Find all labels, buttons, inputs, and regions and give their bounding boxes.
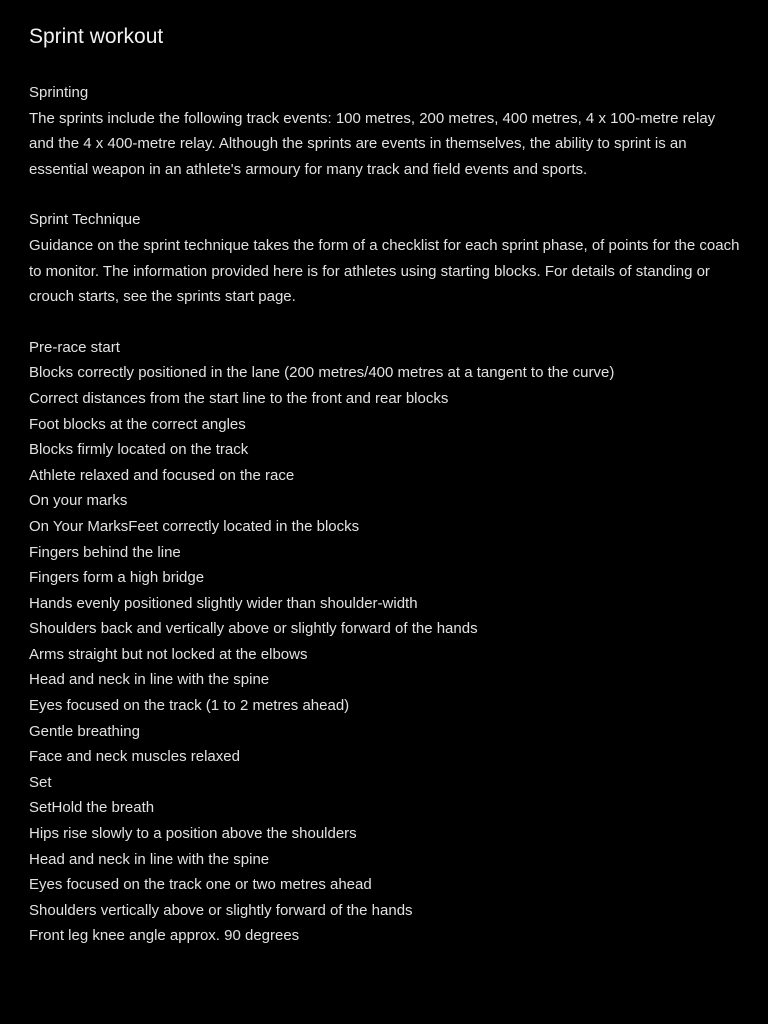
checklist-line: Correct distances from the start line to the front and rear blocks bbox=[29, 389, 449, 407]
checklist-line: Set bbox=[29, 773, 52, 791]
checklist-line: Head and neck in line with the spine bbox=[29, 671, 270, 689]
checklist-line: Head and neck in line with the spine bbox=[29, 850, 270, 868]
checklist-line: Arms straight but not locked at the elbows bbox=[29, 645, 308, 663]
section-heading: Sprinting bbox=[29, 84, 89, 101]
checklist-line: On Your MarksFeet correctly located in the blocks bbox=[29, 517, 360, 535]
checklist-line: On your marks bbox=[29, 492, 128, 510]
checklist-line: Shoulders vertically above or slightly forward of the hands bbox=[29, 901, 413, 919]
checklist-line: Hands evenly positioned slightly wider than shoulder-width bbox=[29, 594, 418, 612]
section-heading: Pre-race start bbox=[29, 338, 120, 356]
checklist-line: Eyes focused on the track (1 to 2 metres ahead) bbox=[29, 697, 350, 715]
section-paragraph: The sprints include the following track events: 100 metres, 200 metres, 400 metres, 4 x 100-metre relay and the 4 x 400-metre relay. Although the sprints are events in themselves, the ability to sprint is an essential weapon in an athlete's armoury for many track and field events and sports. bbox=[29, 109, 716, 178]
checklist-line: SetHold the breath bbox=[29, 799, 155, 817]
checklist-line: Face and neck muscles relaxed bbox=[29, 748, 240, 766]
checklist-line: Eyes focused on the track one or two metres ahead bbox=[29, 876, 372, 894]
section-pre-race-start bbox=[29, 335, 744, 949]
checklist-line: Blocks firmly located on the track bbox=[29, 441, 249, 459]
checklist bbox=[29, 360, 744, 949]
section-sprint-technique bbox=[29, 207, 744, 309]
checklist-line: Foot blocks at the correct angles bbox=[29, 415, 246, 433]
section-paragraph: Guidance on the sprint technique takes the form of a checklist for each sprint phase, of points for the coach to monitor. The information provided here is for athletes using starting blocks. For details of standing or crouch starts, see the sprints start page. bbox=[29, 236, 740, 306]
section-heading: Sprint Technique bbox=[29, 211, 141, 229]
checklist-line: Blocks correctly positioned in the lane (200 metres/400 metres at a tangent to the curve) bbox=[29, 364, 615, 382]
page-title: Sprint workout bbox=[29, 25, 164, 48]
checklist-line: Front leg knee angle approx. 90 degrees bbox=[29, 927, 300, 945]
checklist-line: Fingers behind the line bbox=[29, 543, 181, 561]
section-sprinting bbox=[29, 80, 744, 182]
checklist-line: Shoulders back and vertically above or slightly forward of the hands bbox=[29, 620, 478, 638]
checklist-line: Gentle breathing bbox=[29, 722, 140, 740]
checklist-line: Fingers form a high bridge bbox=[29, 569, 205, 587]
checklist-line: Hips rise slowly to a position above the shoulders bbox=[29, 825, 357, 843]
checklist-line: Athlete relaxed and focused on the race bbox=[29, 466, 295, 484]
